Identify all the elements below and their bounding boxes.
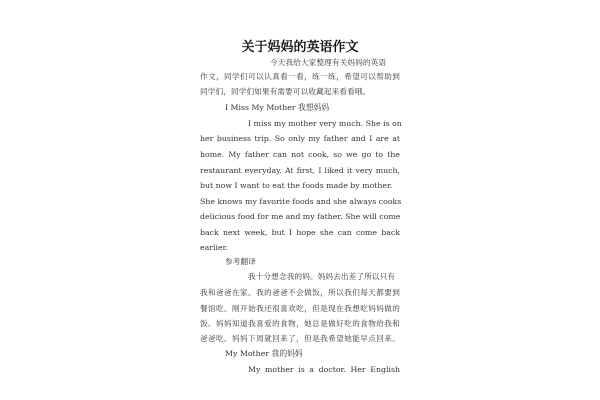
intro-line-3: 同学们，同学们如果有需要可以收藏起来看看哦。 bbox=[200, 87, 371, 96]
essay2-line-1: My mother is a doctor. Her English bbox=[248, 365, 400, 374]
essay1-line-7: delicious food for me and my father. She will come bbox=[200, 212, 401, 221]
essay1-line-5: but now I want to eat the foods made by mother. bbox=[200, 181, 393, 190]
essay1-line-4: restaurant everyday. At first, I liked it very much, bbox=[200, 166, 400, 175]
essay1-line-2: her business trip. So only my father and I are at bbox=[200, 134, 400, 143]
essay1-line-3: home. My father can not cook, so we go to the bbox=[200, 150, 400, 159]
translation-line-2: 我和爸爸在家。我的爸爸不会做饭，所以我们每天都要到 bbox=[200, 288, 400, 297]
essay1-line-8: back next week, but I hope she can come back bbox=[200, 228, 400, 237]
essay1-line-1: I miss my mother very much. She is on bbox=[248, 119, 402, 128]
translation-line-1: 我十分想念我的妈。妈妈去出差了所以只有 bbox=[248, 272, 396, 281]
intro-line-2: 作文，同学们可以认真看一看，练一练，希望可以帮助到 bbox=[200, 72, 400, 81]
essay2-heading: My Mother 我的妈妈 bbox=[225, 349, 303, 358]
translation-line-5: 爸爸吃。妈妈下周就回来了，但是我希望她能早点回来。 bbox=[200, 334, 400, 343]
intro-line-1: 今天我给大家整理有关妈妈的英语 bbox=[270, 58, 387, 67]
translation-line-4: 饭。妈妈知道我喜爱的食物，她总是做好吃的食物给我和 bbox=[200, 319, 400, 328]
document-title: 关于妈妈的英语作文 bbox=[241, 40, 359, 55]
translation-heading: 参考翻译 bbox=[225, 257, 256, 266]
essay1-heading: I Miss My Mother 我想妈妈 bbox=[225, 103, 330, 112]
essay1-line-6: She knows my favorite foods and she always cooks bbox=[200, 197, 402, 206]
translation-line-3: 餐馆吃。刚开始我还很喜欢吃，但是现在我想吃妈妈做的 bbox=[200, 304, 400, 313]
essay1-line-9: earlier. bbox=[200, 243, 228, 252]
